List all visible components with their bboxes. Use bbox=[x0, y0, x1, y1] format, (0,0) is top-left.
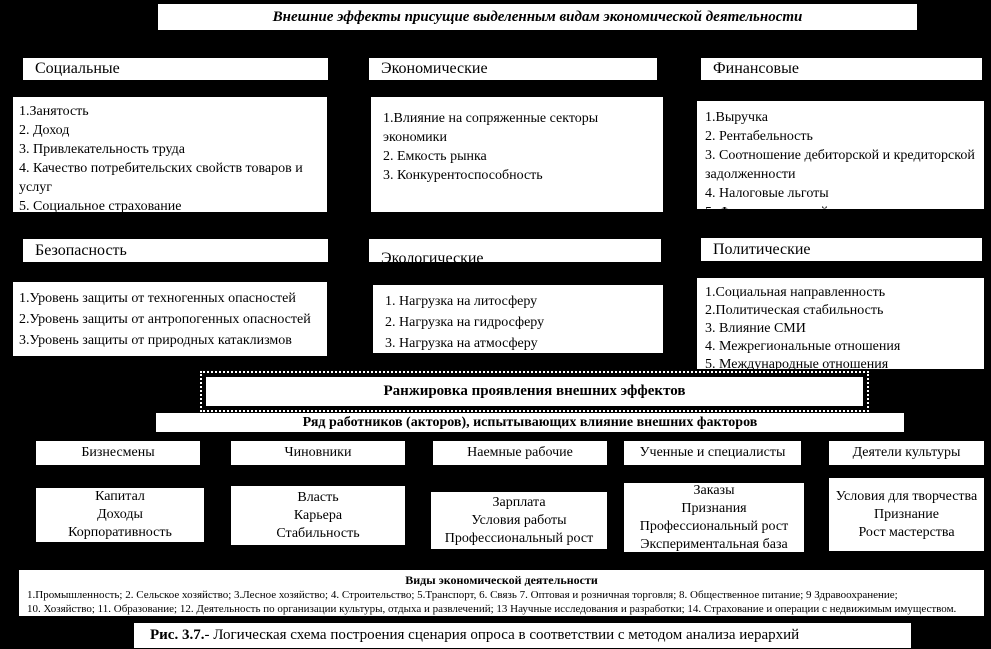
group-header-social-label: Социальные bbox=[35, 60, 120, 77]
interest-item: Профессиональный рост bbox=[639, 518, 789, 534]
group-header-social bbox=[22, 57, 329, 81]
interests-box-culture bbox=[828, 477, 985, 552]
activities-title: Виды экономической деятельности bbox=[405, 573, 598, 587]
interests-box-officials bbox=[230, 485, 406, 546]
interest-item: Признание bbox=[873, 506, 940, 522]
actor-box-officials bbox=[230, 440, 406, 466]
list-item: 2. Емкость рынка bbox=[383, 149, 487, 164]
list-item: 3. Нагрузка на атмосферу bbox=[385, 336, 538, 351]
actor-box-scientists bbox=[623, 440, 802, 466]
interest-item: Власть bbox=[297, 489, 339, 505]
list-item: 2. Нагрузка на гидросферу bbox=[385, 315, 545, 330]
group-list-political bbox=[696, 277, 985, 370]
group-header-economic-label: Экономические bbox=[381, 60, 488, 77]
actor-label: Чиновники bbox=[284, 445, 352, 460]
figure-caption-box bbox=[133, 622, 912, 649]
actor-label: Наемные рабочие bbox=[467, 445, 573, 460]
interest-item: Корпоративность bbox=[68, 525, 172, 540]
figure-caption-text: - Логическая схема построения сценария опроса в соответствии с методом анализа иерархий bbox=[204, 627, 800, 643]
group-list-ecological bbox=[372, 284, 664, 354]
list-item: 4. Налоговые льготы bbox=[705, 186, 829, 201]
list-item: 5. Социальное страхование bbox=[19, 199, 182, 214]
group-header-economic bbox=[368, 57, 658, 81]
interest-item: Условия для творчества bbox=[835, 488, 978, 504]
interest-item: Рост мастерства bbox=[858, 524, 955, 540]
actor-box-workers bbox=[432, 440, 608, 466]
interest-item: Капитал bbox=[95, 489, 145, 504]
list-item: 2. Доход bbox=[19, 123, 70, 138]
interest-item: Экспериментальная база bbox=[640, 536, 788, 552]
group-header-security-label: Безопасность bbox=[35, 241, 127, 259]
list-item: 1.Влияние на сопряженные секторы экономики bbox=[383, 111, 599, 145]
list-item: 5. Международные отношения bbox=[705, 357, 889, 372]
group-header-political bbox=[700, 237, 983, 262]
group-header-security bbox=[22, 238, 329, 263]
interest-item: Карьера bbox=[293, 507, 343, 523]
list-item: 4. Качество потребительских свойств товаров и услуг bbox=[19, 161, 303, 195]
interest-item: Условия работы bbox=[471, 512, 567, 528]
list-item: 2. Рентабельность bbox=[705, 129, 813, 144]
interest-item: Заказы bbox=[693, 482, 735, 498]
interest-item: Профессиональный рост bbox=[444, 530, 594, 546]
list-item: 1.Выручка bbox=[705, 110, 768, 125]
group-header-financial bbox=[700, 57, 983, 81]
list-item: 3. Соотношение дебиторской и кредиторской задолженности bbox=[705, 148, 975, 182]
interest-item: Стабильность bbox=[276, 525, 360, 541]
actor-box-culture bbox=[828, 440, 985, 466]
activities-box bbox=[18, 569, 985, 617]
list-item: 2.Политическая стабильность bbox=[705, 303, 884, 318]
interests-box-workers bbox=[430, 491, 608, 550]
list-item: 3.Уровень защиты от природных катаклизмов bbox=[19, 333, 292, 348]
list-item: 2.Уровень защиты от антропогенных опасностей bbox=[19, 312, 311, 327]
list-item: 1.Занятость bbox=[19, 104, 89, 119]
interests-box-scientists bbox=[623, 482, 805, 553]
figure-caption-number: Рис. 3.7. bbox=[150, 627, 205, 643]
actor-label: Бизнесмены bbox=[81, 445, 155, 460]
list-item: 1.Уровень защиты от техногенных опасностей bbox=[19, 291, 296, 306]
group-header-financial-label: Финансовые bbox=[713, 60, 799, 77]
group-list-security bbox=[12, 281, 328, 357]
list-item: 3. Влияние СМИ bbox=[705, 321, 806, 336]
actor-box-businessmen bbox=[35, 440, 201, 466]
diagram-title: Внешние эффекты присущие выделенным видам экономической деятельности bbox=[272, 8, 803, 25]
list-item: 6. Социальные издержки bbox=[19, 218, 168, 233]
ranking-banner-label: Ранжировка проявления внешних эффектов bbox=[383, 383, 686, 399]
ranking-banner bbox=[205, 376, 864, 407]
actors-banner bbox=[155, 412, 905, 433]
list-item: 5. Финансовая устойчивость bbox=[705, 205, 876, 220]
actor-label: Ученные и специалисты bbox=[639, 445, 786, 460]
group-list-financial bbox=[696, 100, 985, 220]
group-list-economic bbox=[370, 96, 664, 213]
list-item: 4. Межрегиональные отношения bbox=[705, 339, 901, 354]
list-item: 1. Нагрузка на литосферу bbox=[385, 294, 538, 309]
list-item: 3. Привлекательность труда bbox=[19, 142, 185, 157]
interest-item: Зарплата bbox=[492, 494, 546, 510]
actors-banner-label: Ряд работников (акторов), испытывающих влияние внешних факторов bbox=[302, 414, 758, 430]
diagram-title-box bbox=[157, 3, 918, 31]
list-item: 1.Социальная направленность bbox=[705, 285, 886, 300]
interest-item: Доходы bbox=[97, 507, 143, 522]
list-item: 3. Конкурентоспособность bbox=[383, 168, 543, 183]
interest-item: Признания bbox=[681, 500, 747, 516]
actor-label: Деятели культуры bbox=[852, 445, 961, 460]
group-list-social bbox=[12, 96, 328, 233]
group-header-ecological-label: Экологические bbox=[381, 250, 484, 263]
activities-line1: 1.Промышленность; 2. Сельское хозяйство; 3.Лесное хозяйство; 4. Строительство; 5.Транспорт, 6. Связь 7. Оптовая и розничная торговля; 8. Общественное питание; 9 Здравоохранение; bbox=[27, 589, 898, 601]
interests-box-businessmen bbox=[35, 487, 205, 543]
activities-line2: 10. Хозяйство; 11. Образование; 12. Деятельность по организации культуры, отдыха и развлечений; 13 Научные исследования и разработки; 14. Страхование и операции с недвижимым имуществом. bbox=[27, 603, 957, 615]
group-header-political-label: Политические bbox=[713, 240, 811, 258]
group-header-ecological bbox=[368, 238, 662, 263]
